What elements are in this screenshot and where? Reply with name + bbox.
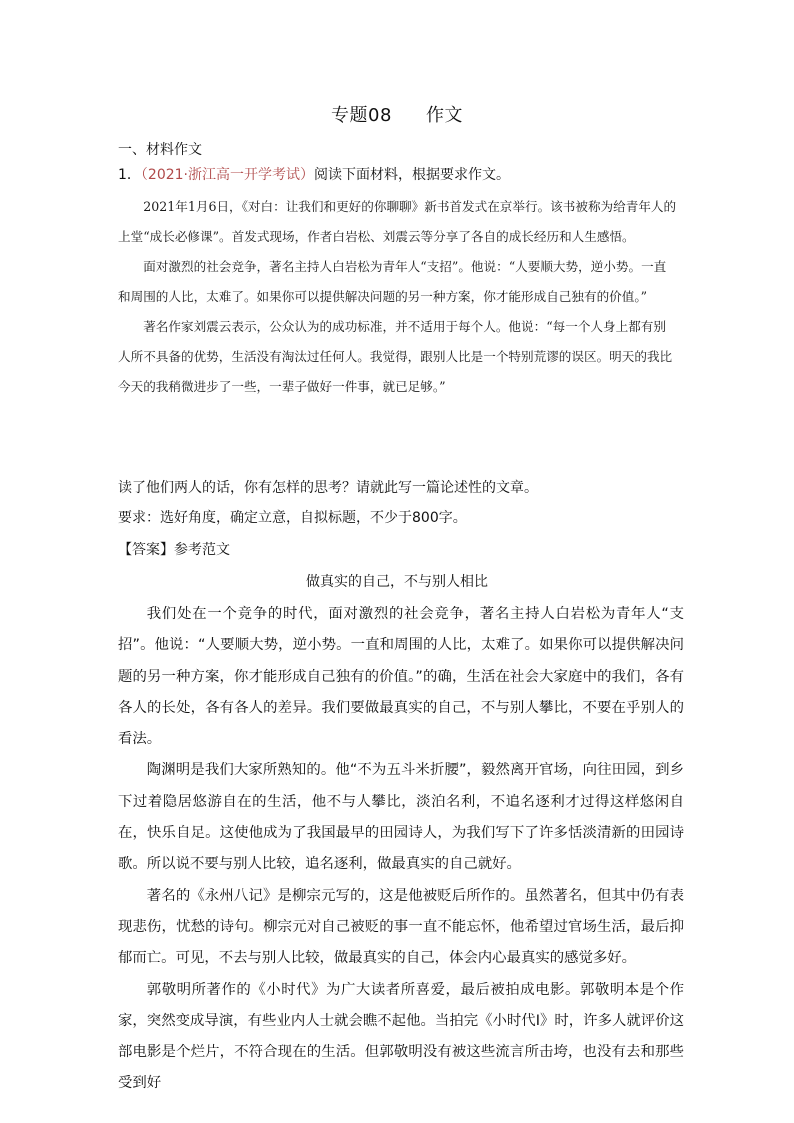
material-paragraph: 著名作家刘震云表示，公众认为的成功标准，并不适用于每个人。他说：“每一个人身上都有别人所不具备的优势，生活没有淘汰过任何人。我觉得，跟别人比是一个特别荒谬的误区。明天的我比今天的我稍微进步了一些，一辈子做好一件事，就已足够。” [118,319,673,394]
section-heading: 一、材料作文 [118,142,202,158]
answer-label: 【答案】参考范文 [118,542,230,558]
essay-paragraph: 我们处在一个竞争的时代，面对激烈的社会竞争，著名主持人白岩松为青年人“支招”。他说：“人要顺大势，逆小势。一直和周围的人比，太难了。如果你可以提供解决问题的另一种方案，你才能形成自己独有的价值。”的确，生活在社会大家庭中的我们，各有各人的长处，各有各人的差异。我们要做最真实的自己，不与别人攀比，不要在乎别人的看法。 [118,606,684,748]
essay-paragraph: 著名的《永州八记》是柳宗元写的，这是他被贬后所作的。虽然著名，但其中仍有表现悲伤，忧愁的诗句。柳宗元对自己被贬的事一直不能忘怀，他希望过官场生活，最后抑郁而亡。可见，不去与别人比较，做最真实的自己，体会内心最真实的感觉多好。 [118,887,684,967]
essay-paragraph: 郭敬明所著作的《小时代》为广大读者所喜爱，最后被拍成电影。郭敬明本是个作家，突然变成导演，有些业内人士就会瞧不起他。当拍完《小时代Ⅰ》时，许多人就评价这部电影是个烂片，不符合现在的生活。但郭敬明没有被这些流言所击垮，也没有去和那些受到好 [118,981,684,1092]
task-text: 读了他们两人的话，你有怎样的思考？请就此写一篇论述性的文章。 [118,480,538,496]
question-source: （2021·浙江高一开学考试） [140,167,315,183]
title-subject: 作文 [425,105,463,126]
essay-title: 做真实的自己，不与别人相比 [306,574,488,590]
page-title [0,104,794,128]
title-topic: 专题08 [331,105,392,126]
requirement-text: 要求：选好角度，确定立意，自拟标题，不少于800字。 [118,510,467,526]
material-block [118,192,678,402]
question-number: 1． [118,167,141,183]
question-prompt: 阅读下面材料，根据要求作文。 [314,167,511,183]
question-line [118,165,510,185]
essay-body [118,599,684,1100]
material-paragraph: 2021年1月6日，《对白：让我们和更好的你聊聊》新书首发式在京举行。该书被称为给青年人的上堂“成长必修课”。首发式现场，作者白岩松、刘震云等分享了各自的成长经历和人生感悟。 [118,199,677,244]
essay-paragraph: 陶渊明是我们大家所熟知的。他“不为五斗米折腰”，毅然离开官场，向往田园，到乡下过着隐居悠游自在的生活，他不与人攀比，淡泊名利，不追名逐利才过得这样悠闲自在，快乐自足。这使他成为了我国最早的田园诗人，为我们写下了许多恬淡清新的田园诗歌。所以说不要与别人比较，追名逐利，做最真实的自己就好。 [118,762,684,873]
material-paragraph: 面对激烈的社会竞争，著名主持人白岩松为青年人“支招”。他说：“人要顺大势，逆小势。一直和周围的人比，太难了。如果你可以提供解决问题的另一种方案，你才能形成自己独有的价值。” [118,259,667,304]
